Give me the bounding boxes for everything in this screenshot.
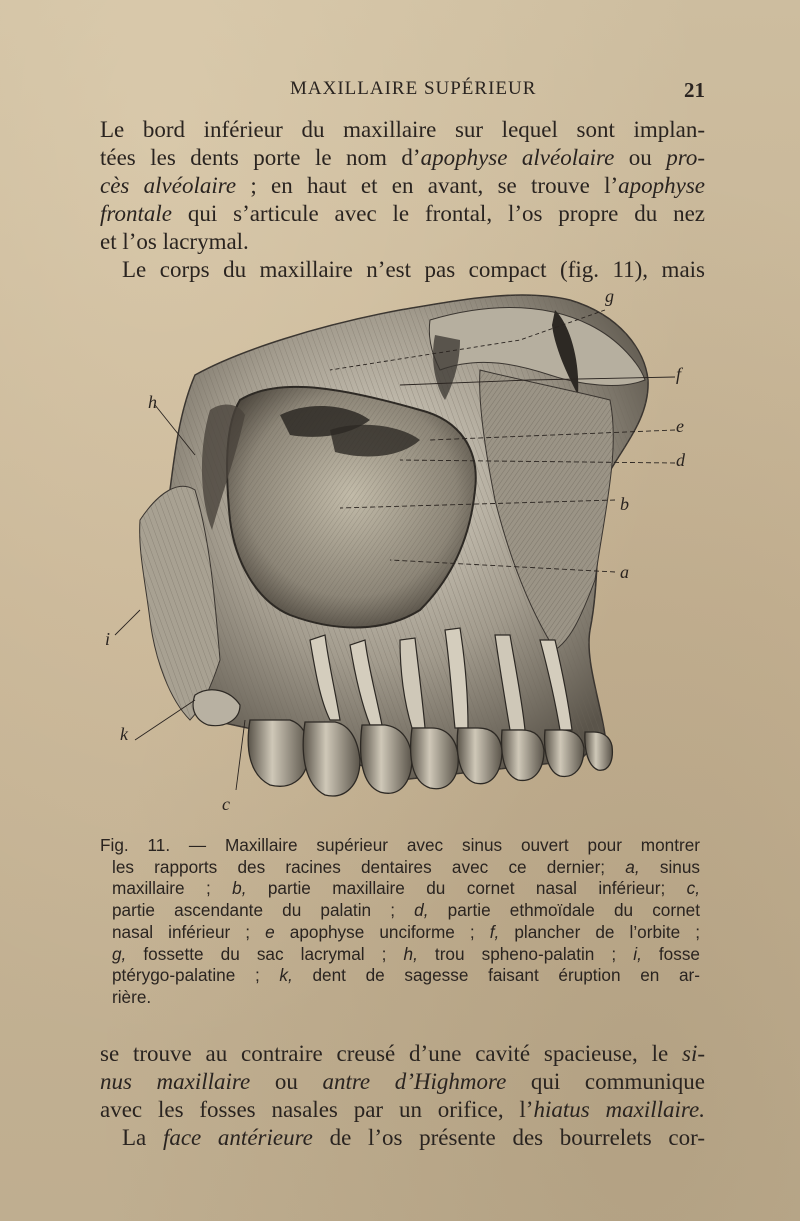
page-header [100,78,705,106]
figure-maxillary-engraving [100,280,705,815]
term-proces-alveolaire: cès alvéolaire [100,173,237,198]
label-c: c [222,794,230,814]
label-e: e [676,416,684,436]
term-hiatus-maxillaire: hiatus maxillaire. [533,1097,705,1122]
label-a: a [620,562,629,582]
caption-line: partie ascendante du palatin ; d, partie ethmoïdale du cornet [112,900,700,921]
text-line: Le bord inférieur du maxillaire sur lequel sont implan- [100,117,705,142]
page-number: 21 [684,78,705,102]
term-sinus-maxillaire: nus maxillaire [100,1069,251,1094]
caption-line: nasal inférieur ; e apophyse unciforme ; f, plancher de l’orbite ; [112,921,700,942]
term-face-anterieure: face antérieure [162,1125,313,1150]
label-f: f [676,364,682,384]
text-line: cès alvéolaire ; en haut et en avant, se trouve l’apophyse [100,173,705,198]
caption-line: maxillaire ; b, partie maxillaire du cornet nasal inférieur; c, [112,878,700,899]
text-line: avec les fosses nasales par un orifice, l’hiatus maxillaire. [100,1097,705,1122]
caption-line: Fig. 11. — Maxillaire supérieur avec sinus ouvert pour montrer [100,835,700,855]
label-h: h [148,392,157,412]
running-title: MAXILLAIRE SUPÉRIEUR [290,78,537,99]
label-g: g [605,286,614,306]
maxilla-illustration [100,280,705,815]
figure-caption [100,835,700,1009]
text-line: Le corps du maxillaire n’est pas compact (fig. 11), mais [122,257,705,282]
text-line: nus maxillaire ou antre d’Highmore qui communique [100,1069,705,1094]
teeth [248,720,612,796]
label-k: k [120,724,128,744]
caption-line: ptérygo-palatine ; k, dent de sagesse faisant éruption en ar- [112,965,701,986]
term-apophyse-alveolaire: apophyse alvéolaire [420,145,615,170]
label-b: b [620,494,629,514]
text-line: La face antérieure de l’os présente des bourrelets cor- [122,1125,705,1150]
label-i: i [105,629,111,649]
paragraph-top [100,116,705,284]
caption-line: g, fossette du sac lacrymal ; h, trou spheno-palatin ; i, fosse [112,943,700,964]
paragraph-bottom [100,1040,705,1152]
caption-line: rière. [112,986,152,1007]
text-line: frontale qui s’articule avec le frontal, l’os propre du nez [100,201,705,226]
text-line: et l’os lacrymal. [100,229,249,254]
label-d: d [676,450,685,470]
caption-line: les rapports des racines dentaires avec ce dernier; a, sinus [112,856,700,877]
term-apophyse-frontale: apophyse [618,173,705,198]
term-antre-highmore: antre d’Highmore [322,1069,507,1094]
text-line: se trouve au contraire creusé d’une cavité spacieuse, le si- [100,1041,705,1066]
text-line: tées les dents porte le nom d’apophyse alvéolaire ou pro- [100,145,706,170]
